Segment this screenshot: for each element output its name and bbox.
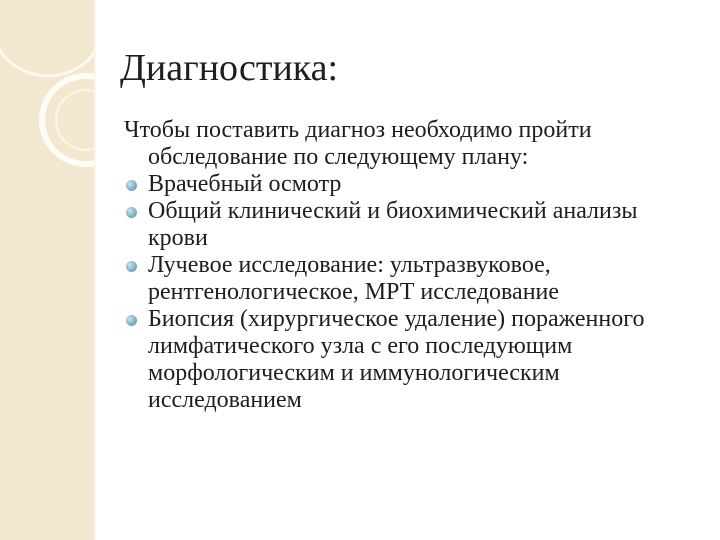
intro-text: Чтобы поставить диагноз необходимо пройти обследование по следующему плану: xyxy=(124,117,592,170)
bullet-icon xyxy=(126,315,137,326)
sidebar-divider xyxy=(94,0,96,540)
list-item-text: Лучевое исследование: ультразвуковое, рентгенологическое, МРТ исследование xyxy=(148,252,560,305)
bullet-icon xyxy=(126,180,137,191)
decorative-sidebar xyxy=(0,0,94,540)
list-item xyxy=(124,171,684,198)
list-item xyxy=(124,198,684,252)
list-item xyxy=(124,306,684,414)
list-item xyxy=(124,252,684,306)
list-item-text: Биопсия (хирургическое удаление) пораженного лимфатического узла с его последующим морфологическим и иммунологическим исследованием xyxy=(148,306,645,413)
slide-title: Диагностика: xyxy=(120,47,339,89)
list-item-text: Врачебный осмотр xyxy=(148,171,342,197)
bullet-icon xyxy=(126,207,137,218)
list-item-text: Общий клинический и биохимический анализы крови xyxy=(148,198,638,251)
decorative-rings-graphic xyxy=(0,0,94,540)
slide-body xyxy=(124,117,684,414)
bullet-list xyxy=(124,171,684,414)
bullet-icon xyxy=(126,261,137,272)
